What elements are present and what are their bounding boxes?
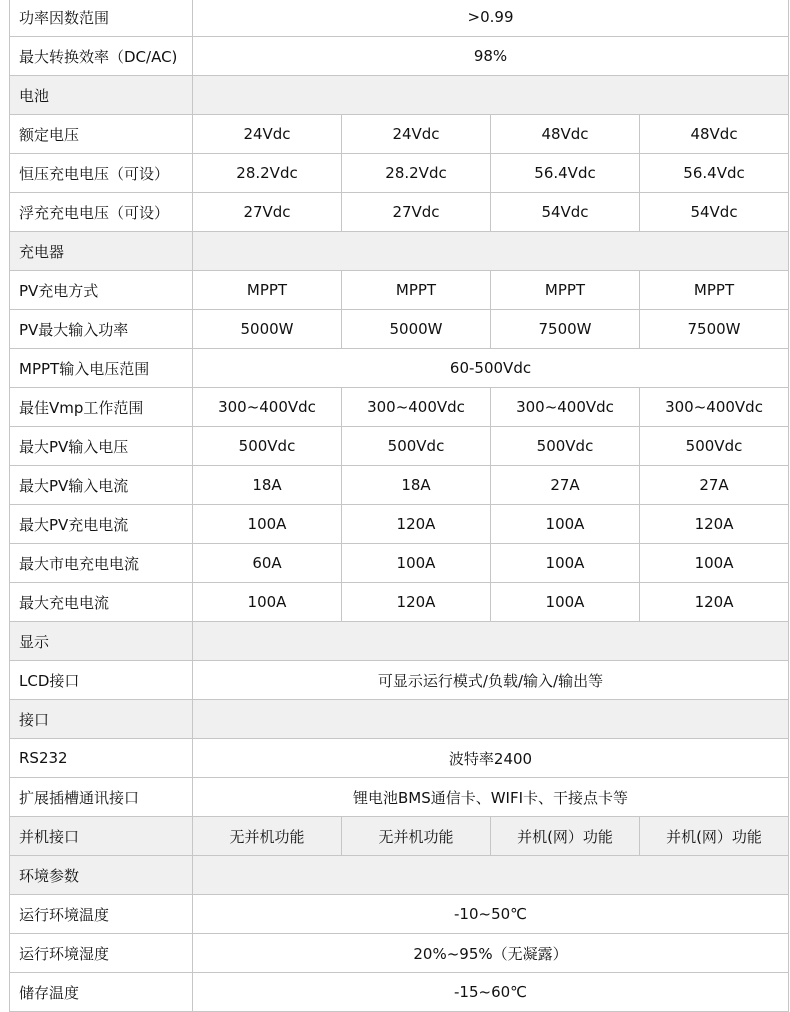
spec-value-model-1: 27Vdc — [193, 193, 342, 232]
spec-value-model-3: 500Vdc — [491, 427, 640, 466]
spec-value-merged: 波特率2400 — [193, 739, 789, 778]
spec-row — [10, 193, 789, 232]
spec-table-body — [10, 0, 789, 1012]
spec-value-model-1: 60A — [193, 544, 342, 583]
spec-value-model-4: MPPT — [640, 271, 789, 310]
spec-value-model-1: 100A — [193, 505, 342, 544]
spec-value-merged: -10~50℃ — [193, 895, 789, 934]
section-heading: 接口 — [10, 700, 193, 739]
section-blank-cell — [193, 700, 789, 739]
spec-value-model-2: 120A — [342, 583, 491, 622]
spec-value-model-1: 100A — [193, 583, 342, 622]
spec-value-model-4: 300~400Vdc — [640, 388, 789, 427]
spec-value-model-3: 并机(网）功能 — [491, 817, 640, 856]
spec-label: 最佳Vmp工作范围 — [10, 388, 193, 427]
spec-label: PV充电方式 — [10, 271, 193, 310]
section-heading: 显示 — [10, 622, 193, 661]
spec-label: MPPT输入电压范围 — [10, 349, 193, 388]
spec-value-model-3: 27A — [491, 466, 640, 505]
spec-row — [10, 544, 789, 583]
spec-label: 最大PV输入电压 — [10, 427, 193, 466]
section-blank-cell — [193, 856, 789, 895]
section-heading: 充电器 — [10, 232, 193, 271]
spec-label: PV最大输入功率 — [10, 310, 193, 349]
spec-value-merged: >0.99 — [193, 0, 789, 37]
spec-value-model-1: 18A — [193, 466, 342, 505]
spec-value-model-2: 无并机功能 — [342, 817, 491, 856]
spec-value-model-4: 100A — [640, 544, 789, 583]
spec-value-model-2: 27Vdc — [342, 193, 491, 232]
spec-value-model-4: 120A — [640, 583, 789, 622]
spec-row — [10, 37, 789, 76]
spec-row — [10, 427, 789, 466]
spec-value-model-1: 500Vdc — [193, 427, 342, 466]
spec-label: 额定电压 — [10, 115, 193, 154]
spec-value-merged: -15~60℃ — [193, 973, 789, 1012]
spec-label: LCD接口 — [10, 661, 193, 700]
spec-value-model-2: MPPT — [342, 271, 491, 310]
spec-value-model-4: 120A — [640, 505, 789, 544]
spec-value-model-4: 7500W — [640, 310, 789, 349]
spec-label: 运行环境温度 — [10, 895, 193, 934]
spec-value-merged: 98% — [193, 37, 789, 76]
spec-value-merged: 60-500Vdc — [193, 349, 789, 388]
spec-row — [10, 310, 789, 349]
spec-value-model-3: MPPT — [491, 271, 640, 310]
spec-row — [10, 661, 789, 700]
section-blank-cell — [193, 76, 789, 115]
spec-row — [10, 817, 789, 856]
spec-value-model-3: 7500W — [491, 310, 640, 349]
spec-value-model-2: 120A — [342, 505, 491, 544]
spec-label: 最大转换效率（DC/AC) — [10, 37, 193, 76]
spec-value-model-4: 48Vdc — [640, 115, 789, 154]
spec-row — [10, 934, 789, 973]
spec-label: 最大PV充电电流 — [10, 505, 193, 544]
spec-value-merged: 锂电池BMS通信卡、WIFI卡、干接点卡等 — [193, 778, 789, 817]
section-row — [10, 622, 789, 661]
spec-label: 功率因数范围 — [10, 0, 193, 37]
spec-row — [10, 895, 789, 934]
section-blank-cell — [193, 622, 789, 661]
spec-value-model-2: 500Vdc — [342, 427, 491, 466]
spec-value-model-2: 18A — [342, 466, 491, 505]
spec-value-model-3: 300~400Vdc — [491, 388, 640, 427]
section-heading: 电池 — [10, 76, 193, 115]
spec-value-model-1: 5000W — [193, 310, 342, 349]
spec-value-model-4: 500Vdc — [640, 427, 789, 466]
section-heading: 环境参数 — [10, 856, 193, 895]
spec-row — [10, 271, 789, 310]
spec-label: 浮充充电电压（可设） — [10, 193, 193, 232]
spec-label: 储存温度 — [10, 973, 193, 1012]
spec-row — [10, 466, 789, 505]
spec-table — [9, 0, 789, 1012]
spec-label: 运行环境湿度 — [10, 934, 193, 973]
section-row — [10, 232, 789, 271]
spec-row — [10, 739, 789, 778]
section-row — [10, 700, 789, 739]
spec-value-model-2: 5000W — [342, 310, 491, 349]
spec-row — [10, 505, 789, 544]
spec-row — [10, 0, 789, 37]
spec-value-model-3: 100A — [491, 583, 640, 622]
spec-row — [10, 778, 789, 817]
spec-value-model-3: 100A — [491, 544, 640, 583]
spec-row — [10, 973, 789, 1012]
spec-label: 扩展插槽通讯接口 — [10, 778, 193, 817]
spec-value-model-3: 56.4Vdc — [491, 154, 640, 193]
spec-value-model-3: 54Vdc — [491, 193, 640, 232]
spec-value-model-1: MPPT — [193, 271, 342, 310]
spec-value-model-3: 100A — [491, 505, 640, 544]
spec-row — [10, 154, 789, 193]
spec-label: 最大市电充电电流 — [10, 544, 193, 583]
spec-value-model-2: 24Vdc — [342, 115, 491, 154]
spec-value-model-4: 并机(网）功能 — [640, 817, 789, 856]
spec-label: 最大PV输入电流 — [10, 466, 193, 505]
spec-row — [10, 583, 789, 622]
section-row — [10, 76, 789, 115]
spec-label: 并机接口 — [10, 817, 193, 856]
spec-value-model-2: 28.2Vdc — [342, 154, 491, 193]
spec-value-model-4: 56.4Vdc — [640, 154, 789, 193]
spec-label: 最大充电电流 — [10, 583, 193, 622]
spec-value-model-1: 24Vdc — [193, 115, 342, 154]
spec-value-model-4: 54Vdc — [640, 193, 789, 232]
spec-row — [10, 349, 789, 388]
spec-row — [10, 388, 789, 427]
spec-label: RS232 — [10, 739, 193, 778]
spec-value-model-1: 28.2Vdc — [193, 154, 342, 193]
section-row — [10, 856, 789, 895]
spec-value-model-1: 无并机功能 — [193, 817, 342, 856]
spec-value-model-1: 300~400Vdc — [193, 388, 342, 427]
spec-value-model-2: 100A — [342, 544, 491, 583]
spec-value-merged: 20%~95%（无凝露） — [193, 934, 789, 973]
spec-value-merged: 可显示运行模式/负载/输入/输出等 — [193, 661, 789, 700]
spec-value-model-3: 48Vdc — [491, 115, 640, 154]
spec-row — [10, 115, 789, 154]
spec-value-model-4: 27A — [640, 466, 789, 505]
section-blank-cell — [193, 232, 789, 271]
spec-value-model-2: 300~400Vdc — [342, 388, 491, 427]
spec-label: 恒压充电电压（可设） — [10, 154, 193, 193]
